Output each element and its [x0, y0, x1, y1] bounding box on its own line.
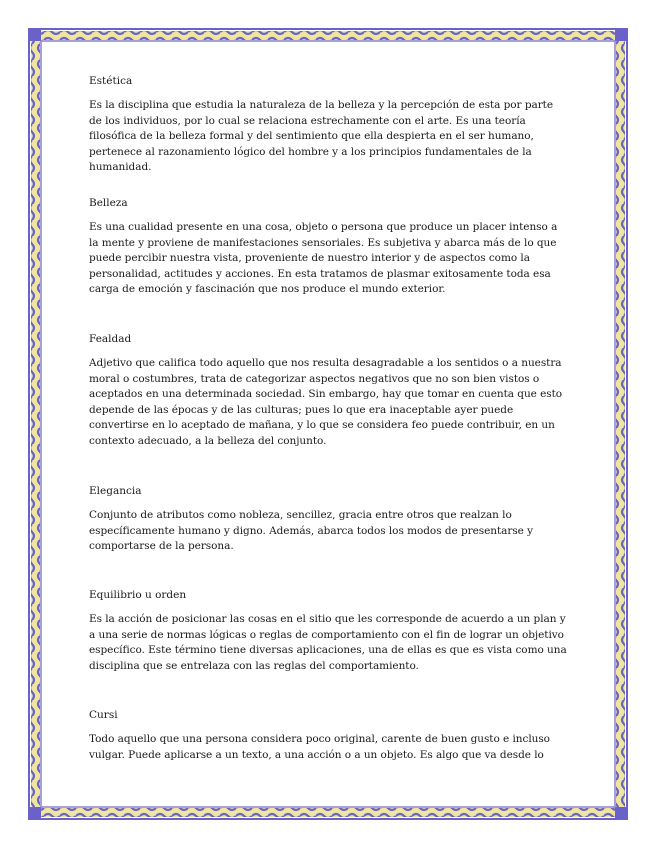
- section-heading: Estética: [89, 75, 133, 87]
- section-belleza: [89, 196, 567, 298]
- section-paragraph: Adjetivo que califica todo aquello que nos resulta desagradable a los sentidos o a nuestra moral o costumbres, trata de categorizar aspectos negativos que no son bien vistos o aceptados en una determinada sociedad. Sin embargo, hay que tomar en cuenta que esto depende de las épocas y de las culturas; pues lo que era inaceptable ayer puede convertirse en lo aceptado de mañana, y lo que se considera feo puede contribuir, en un contexto adecuado, a la belleza del conjunto.: [89, 357, 563, 447]
- section-fealdad: [89, 332, 567, 449]
- section-equilibrio: [89, 588, 567, 674]
- section-heading: Fealdad: [89, 333, 132, 345]
- section-paragraph: Es la acción de posicionar las cosas en el sitio que les corresponde de acuerdo a un plan y a una serie de normas lógicas o reglas de comportamiento con el fin de lograr un objetivo específico. Este término tiene diversas aplicaciones, una de ellas es que es vista como una disciplina que se entrelaza con las reglas del comportamiento.: [89, 613, 567, 672]
- section-heading: Equilibrio u orden: [89, 589, 187, 601]
- section-paragraph: Es una cualidad presente en una cosa, objeto o persona que produce un placer intenso a la mente y proviene de manifestaciones sensoriales. Es subjetiva y abarca más de lo que puede percibir nuestra vista, proveniente de nuestro interior y de aspectos como la personalidad, actitudes y acciones. En esta tratamos de plasmar exitosamente toda esa carga de emoción y fascinación que nos produce el mundo exterior.: [89, 221, 558, 295]
- section-heading: Elegancia: [89, 485, 142, 497]
- section-heading: Belleza: [89, 197, 128, 209]
- section-paragraph: Todo aquello que una persona considera poco original, carente de buen gusto e incluso vulgar. Puede aplicarse a un texto, a una acción o a un objeto. Es algo que va desde lo: [89, 733, 550, 761]
- section-cursi: [89, 708, 567, 763]
- section-elegancia: [89, 484, 567, 555]
- section-estetica: [89, 74, 567, 176]
- section-paragraph: Es la disciplina que estudia la naturaleza de la belleza y la percepción de esta por parte de los individuos, por lo cual se relaciona estrechamente con el arte. Es una teoría filosófica de la belleza formal y del sentimiento que ella despierta en el ser humano, pertenece al razonamiento lógico del hombre y a los principios fundamentales de la humanidad.: [89, 99, 553, 173]
- section-paragraph: Conjunto de atributos como nobleza, sencillez, gracia entre otros que realzan lo específicamente humano y digno. Además, abarca todos los modos de presentarse y comportarse de la persona.: [89, 509, 533, 552]
- section-heading: Cursi: [89, 709, 118, 721]
